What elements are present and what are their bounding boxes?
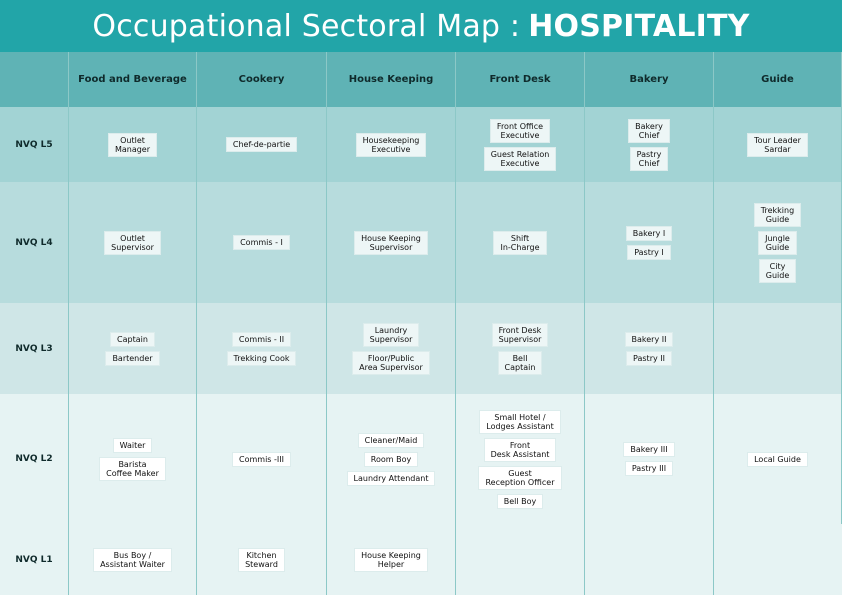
role-cell bbox=[69, 394, 197, 524]
role-chip: Commis -III bbox=[232, 452, 291, 467]
role-cell bbox=[197, 107, 327, 182]
role-cell bbox=[585, 524, 714, 595]
sector-grid bbox=[0, 52, 842, 595]
column-header: Front Desk bbox=[456, 52, 585, 107]
role-chip: Kitchen Steward bbox=[238, 548, 285, 572]
role-chip: Commis - II bbox=[232, 332, 291, 347]
role-chip: Housekeeping Executive bbox=[356, 133, 427, 157]
role-chip: Barista Coffee Maker bbox=[99, 457, 166, 481]
role-chip: Waiter bbox=[113, 438, 153, 453]
role-chip: Guest Reception Officer bbox=[478, 466, 561, 490]
role-cell bbox=[714, 107, 842, 182]
title-bold: HOSPITALITY bbox=[528, 8, 750, 44]
role-chip: Pastry III bbox=[625, 461, 673, 476]
level-label: NVQ L1 bbox=[0, 524, 69, 595]
role-chip: Front Desk Supervisor bbox=[492, 323, 549, 347]
role-cell bbox=[197, 303, 327, 394]
column-header: Guide bbox=[714, 52, 842, 107]
role-chip: Front Office Executive bbox=[490, 119, 550, 143]
role-chip: Bell Captain bbox=[498, 351, 543, 375]
role-chip: City Guide bbox=[759, 259, 797, 283]
role-chip: Shift In-Charge bbox=[493, 231, 546, 255]
role-chip: Chef-de-partie bbox=[226, 137, 297, 152]
role-chip: Pastry Chief bbox=[630, 147, 669, 171]
column-header: Food and Beverage bbox=[69, 52, 197, 107]
role-chip: Pastry II bbox=[626, 351, 672, 366]
role-chip: Pastry I bbox=[627, 245, 671, 260]
role-chip: House Keeping Supervisor bbox=[354, 231, 428, 255]
role-cell bbox=[714, 182, 842, 303]
role-chip: Floor/Public Area Supervisor bbox=[352, 351, 430, 375]
role-cell bbox=[585, 107, 714, 182]
role-cell bbox=[197, 394, 327, 524]
role-chip: Bakery III bbox=[623, 442, 674, 457]
role-cell bbox=[585, 394, 714, 524]
level-label: NVQ L4 bbox=[0, 182, 69, 303]
role-chip: Bartender bbox=[105, 351, 159, 366]
role-chip: Bell Boy bbox=[497, 494, 544, 509]
role-chip: House Keeping Helper bbox=[354, 548, 428, 572]
role-cell bbox=[69, 303, 197, 394]
role-cell bbox=[327, 394, 456, 524]
role-cell bbox=[585, 303, 714, 394]
role-chip: Bus Boy / Assistant Waiter bbox=[93, 548, 172, 572]
role-chip: Tour Leader Sardar bbox=[747, 133, 808, 157]
role-chip: Laundry Supervisor bbox=[363, 323, 420, 347]
role-cell bbox=[327, 107, 456, 182]
role-cell bbox=[327, 182, 456, 303]
role-chip: Guest Relation Executive bbox=[484, 147, 557, 171]
role-chip: Room Boy bbox=[364, 452, 418, 467]
title-light: Occupational Sectoral Map : bbox=[92, 8, 521, 44]
role-chip: Bakery II bbox=[625, 332, 674, 347]
role-cell bbox=[456, 182, 585, 303]
role-cell bbox=[327, 524, 456, 595]
corner-cell bbox=[0, 52, 69, 107]
role-chip: Trekking Guide bbox=[754, 203, 801, 227]
role-cell bbox=[197, 182, 327, 303]
level-label: NVQ L5 bbox=[0, 107, 69, 182]
role-cell bbox=[69, 182, 197, 303]
role-chip: Captain bbox=[110, 332, 155, 347]
role-chip: Commis - I bbox=[233, 235, 290, 250]
role-chip: Trekking Cook bbox=[227, 351, 297, 366]
role-cell bbox=[714, 524, 842, 595]
role-chip: Outlet Supervisor bbox=[104, 231, 161, 255]
role-chip: Bakery I bbox=[626, 226, 673, 241]
role-chip: Jungle Guide bbox=[758, 231, 797, 255]
role-chip: Cleaner/Maid bbox=[358, 433, 425, 448]
role-cell bbox=[456, 394, 585, 524]
role-chip: Laundry Attendant bbox=[347, 471, 436, 486]
role-cell bbox=[585, 182, 714, 303]
role-cell bbox=[69, 524, 197, 595]
page-title bbox=[0, 0, 842, 52]
role-cell bbox=[197, 524, 327, 595]
role-cell bbox=[714, 303, 842, 394]
column-header: Cookery bbox=[197, 52, 327, 107]
role-cell bbox=[69, 107, 197, 182]
role-chip: Front Desk Assistant bbox=[484, 438, 557, 462]
role-cell bbox=[714, 394, 842, 524]
level-label: NVQ L3 bbox=[0, 303, 69, 394]
role-cell bbox=[327, 303, 456, 394]
role-chip: Local Guide bbox=[747, 452, 808, 467]
role-chip: Small Hotel / Lodges Assistant bbox=[479, 410, 560, 434]
column-header: House Keeping bbox=[327, 52, 456, 107]
column-header: Bakery bbox=[585, 52, 714, 107]
role-chip: Outlet Manager bbox=[108, 133, 157, 157]
level-label: NVQ L2 bbox=[0, 394, 69, 524]
role-cell bbox=[456, 303, 585, 394]
role-cell bbox=[456, 107, 585, 182]
role-cell bbox=[456, 524, 585, 595]
role-chip: Bakery Chief bbox=[628, 119, 670, 143]
